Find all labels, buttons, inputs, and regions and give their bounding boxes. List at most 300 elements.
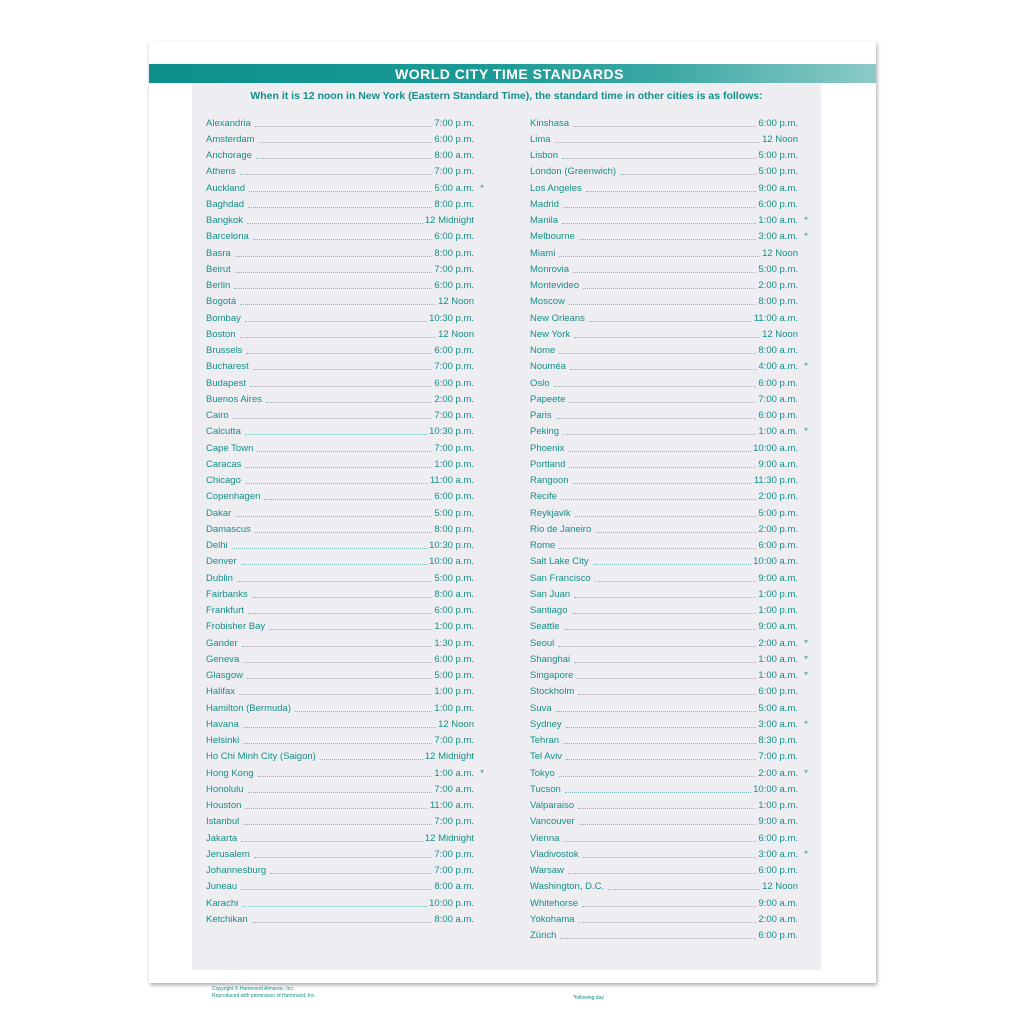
city-row	[206, 229, 484, 245]
city-row	[530, 310, 808, 326]
dot-leader	[235, 516, 432, 517]
city-name: Santiago	[530, 605, 568, 617]
dot-leader	[254, 857, 433, 858]
document-sheet	[149, 42, 876, 1001]
city-row	[206, 180, 484, 196]
city-name: Stockholm	[530, 686, 575, 698]
city-name: Basra	[206, 247, 231, 259]
city-row	[530, 326, 808, 342]
dot-leader	[593, 564, 751, 565]
city-row	[530, 213, 808, 229]
city-name: Melbourne	[530, 231, 575, 243]
city-time: 2:00 a.m.	[758, 637, 798, 649]
city-time: 1:00 a.m.	[758, 653, 798, 665]
city-name: Houston	[206, 800, 242, 812]
city-name: Sydney	[530, 718, 562, 730]
city-time: 10:00 a.m.	[753, 556, 798, 568]
following-day-mark: *	[804, 767, 808, 779]
following-day-mark: *	[804, 653, 808, 665]
city-time: 3:00 a.m.	[758, 848, 798, 860]
city-time: 7:00 a.m.	[758, 393, 798, 405]
city-time: 9:00 a.m.	[758, 897, 798, 909]
city-time: 5:00 p.m.	[434, 572, 474, 584]
city-time: 2:00 p.m.	[758, 523, 798, 535]
dot-leader	[579, 824, 757, 825]
city-row	[530, 603, 808, 619]
dot-leader	[248, 207, 432, 208]
city-time: 6:00 p.m.	[758, 117, 798, 129]
city-name: Cape Town	[206, 442, 254, 454]
city-row	[530, 895, 808, 911]
city-time: 6:00 p.m.	[434, 133, 474, 145]
dot-leader	[569, 304, 757, 305]
city-time: 12 Midnight	[424, 215, 474, 227]
dot-leader	[574, 337, 760, 338]
time-table-panel	[192, 83, 821, 1001]
city-row	[206, 846, 484, 862]
city-name: Yokohama	[530, 913, 575, 925]
dot-leader	[620, 174, 756, 175]
following-day-mark: *	[804, 718, 808, 730]
city-time: 11:00 a.m.	[429, 475, 474, 487]
city-row	[530, 391, 808, 407]
city-name: Budapest	[206, 377, 247, 389]
city-time: 2:00 p.m.	[758, 280, 798, 292]
dot-leader	[252, 922, 433, 923]
city-name: Bogotá	[206, 296, 237, 308]
city-time: 6:00 p.m.	[758, 410, 798, 422]
city-name: Seoul	[530, 637, 555, 649]
city-name: Frobisher Bay	[206, 621, 266, 633]
city-name: Barcelona	[206, 231, 249, 243]
dot-leader	[577, 678, 756, 679]
page-title: WORLD CITY TIME STANDARDS	[395, 65, 624, 82]
city-name: Tucson	[530, 783, 561, 795]
dot-leader	[578, 808, 756, 809]
city-row	[530, 538, 808, 554]
dot-leader	[583, 857, 757, 858]
city-time: 6:00 p.m.	[758, 930, 798, 942]
city-time: 12 Noon	[762, 247, 798, 259]
city-row	[206, 505, 484, 521]
dot-leader	[234, 288, 432, 289]
city-row	[206, 440, 484, 456]
city-time: 12 Noon	[438, 718, 474, 730]
dot-leader	[589, 321, 752, 322]
city-time: 5:00 a.m.	[434, 182, 474, 194]
dot-leader	[559, 353, 756, 354]
city-time: 11:00 a.m.	[429, 800, 474, 812]
city-time: 6:00 p.m.	[758, 198, 798, 210]
dot-leader	[560, 938, 756, 939]
dot-leader	[245, 434, 427, 435]
city-name: Caracas	[206, 458, 242, 470]
city-time: 6:00 p.m.	[758, 832, 798, 844]
dot-leader	[233, 418, 433, 419]
city-time: 6:00 p.m.	[758, 377, 798, 389]
city-name: Bucharest	[206, 361, 249, 373]
city-name: Athens	[206, 166, 236, 178]
dot-leader	[578, 694, 756, 695]
dot-leader	[269, 629, 432, 630]
city-time: 1:00 a.m.	[758, 670, 798, 682]
dot-leader	[253, 239, 433, 240]
dot-leader	[235, 272, 433, 273]
city-row	[206, 261, 484, 277]
city-name: Washington, D.C.	[530, 881, 605, 893]
dot-leader	[245, 483, 428, 484]
city-name: Ketchikan	[206, 913, 248, 925]
city-row	[530, 863, 808, 879]
city-row	[206, 619, 484, 635]
city-row	[206, 278, 484, 294]
city-name: Delhi	[206, 540, 228, 552]
dot-leader	[579, 922, 757, 923]
city-row	[206, 651, 484, 667]
city-time: 6:00 p.m.	[434, 280, 474, 292]
dot-leader	[245, 467, 432, 468]
city-time: 6:00 p.m.	[758, 686, 798, 698]
city-name: Tel Aviv	[530, 751, 563, 763]
city-time: 3:00 a.m.	[758, 718, 798, 730]
city-row	[530, 700, 808, 716]
copyright-notice	[212, 986, 316, 1000]
city-row	[206, 294, 484, 310]
city-row	[530, 456, 808, 472]
city-time: 5:00 p.m.	[758, 166, 798, 178]
dot-leader	[575, 516, 757, 517]
city-name: Ho Chi Minh City (Saigon)	[206, 751, 316, 763]
city-time: 7:00 p.m.	[434, 816, 474, 828]
city-time: 5:00 p.m.	[434, 507, 474, 519]
city-time: 7:00 p.m.	[434, 361, 474, 373]
city-row	[530, 651, 808, 667]
dot-leader	[583, 288, 756, 289]
dot-leader	[243, 662, 432, 663]
city-name: Bombay	[206, 312, 241, 324]
city-name: Hamilton (Bermuda)	[206, 702, 291, 714]
city-time: 7:00 p.m.	[434, 442, 474, 454]
city-row	[530, 879, 808, 895]
dot-leader	[562, 158, 756, 159]
city-row	[530, 115, 808, 131]
dot-leader	[259, 142, 433, 143]
city-row	[530, 278, 808, 294]
city-name: Monrovia	[530, 263, 570, 275]
dot-leader	[563, 841, 756, 842]
city-time: 12 Noon	[438, 296, 474, 308]
city-time: 9:00 a.m.	[758, 458, 798, 470]
dot-leader	[245, 808, 427, 809]
city-row	[530, 245, 808, 261]
dot-leader	[253, 369, 433, 370]
city-name: Hong Kong	[206, 767, 254, 779]
dot-leader	[249, 191, 432, 192]
city-name: Gander	[206, 637, 238, 649]
city-row	[206, 668, 484, 684]
city-time: 11:30 p.m.	[753, 475, 798, 487]
city-row	[530, 180, 808, 196]
dot-leader	[264, 499, 432, 500]
city-name: Beirut	[206, 263, 231, 275]
dot-leader	[569, 402, 756, 403]
city-row	[206, 733, 484, 749]
city-time: 9:00 a.m.	[758, 816, 798, 828]
city-row	[206, 310, 484, 326]
city-time: 10:30 p.m.	[429, 426, 474, 438]
dot-leader	[559, 256, 760, 257]
dot-leader	[564, 629, 757, 630]
city-row	[206, 521, 484, 537]
city-name: Montevideo	[530, 280, 580, 292]
city-time: 8:00 a.m.	[434, 588, 474, 600]
city-name: Warsaw	[530, 865, 564, 877]
city-name: Johannesburg	[206, 865, 267, 877]
city-row	[206, 830, 484, 846]
city-name: Recife	[530, 491, 557, 503]
city-name: Havana	[206, 718, 239, 730]
city-time: 10:00 p.m.	[429, 897, 474, 909]
city-name: Kinshasa	[530, 117, 570, 129]
city-time: 8:00 p.m.	[758, 296, 798, 308]
dot-leader	[568, 873, 756, 874]
city-row	[206, 196, 484, 212]
city-row	[530, 798, 808, 814]
city-time: 7:00 p.m.	[434, 410, 474, 422]
city-row	[206, 911, 484, 927]
dot-leader	[561, 499, 756, 500]
following-day-mark: *	[804, 426, 808, 438]
city-time: 8:00 a.m.	[434, 913, 474, 925]
city-time: 10:30 p.m.	[429, 312, 474, 324]
city-row	[530, 196, 808, 212]
city-row	[530, 765, 808, 781]
city-time: 1:00 a.m.	[758, 426, 798, 438]
city-time: 7:00 a.m.	[434, 783, 474, 795]
city-time: 10:30 p.m.	[429, 540, 474, 552]
city-name: Frankfurt	[206, 605, 245, 617]
city-row	[206, 115, 484, 131]
city-name: Geneva	[206, 653, 240, 665]
city-name: Tokyo	[530, 767, 555, 779]
city-row	[530, 911, 808, 927]
city-name: New Orleans	[530, 312, 585, 324]
dot-leader	[235, 256, 433, 257]
dot-leader	[559, 776, 757, 777]
city-time: 12 Noon	[438, 328, 474, 340]
dot-leader	[243, 743, 432, 744]
dot-leader	[240, 304, 436, 305]
city-time: 11:00 a.m.	[753, 312, 798, 324]
city-time: 6:00 p.m.	[434, 605, 474, 617]
city-time: 6:00 p.m.	[434, 377, 474, 389]
city-name: Buenos Aires	[206, 393, 262, 405]
city-name: Portland	[530, 458, 566, 470]
city-time: 1:30 p.m.	[434, 637, 474, 649]
following-day-mark: *	[804, 231, 808, 243]
city-time: 12 Noon	[762, 881, 798, 893]
city-name: Lima	[530, 133, 551, 145]
following-day-mark: *	[804, 670, 808, 682]
city-time: 7:00 p.m.	[434, 848, 474, 860]
city-row	[206, 570, 484, 586]
city-row	[206, 603, 484, 619]
city-time: 7:00 p.m.	[434, 166, 474, 178]
city-name: Peking	[530, 426, 560, 438]
city-time: 3:00 a.m.	[758, 231, 798, 243]
city-name: Anchorage	[206, 150, 252, 162]
city-row	[530, 586, 808, 602]
city-name: Phoenix	[530, 442, 565, 454]
city-row	[206, 635, 484, 651]
city-name: Zürich	[530, 930, 557, 942]
city-name: Madrid	[530, 198, 560, 210]
dot-leader	[573, 126, 756, 127]
city-row	[530, 359, 808, 375]
copyright-line: Copyright © Hammond Almanac, Inc.	[212, 986, 295, 992]
dot-leader	[240, 174, 433, 175]
city-name: Denver	[206, 556, 237, 568]
city-name: Damascus	[206, 523, 251, 535]
dot-leader	[243, 727, 436, 728]
city-time: 8:00 a.m.	[434, 881, 474, 893]
city-name: Karachi	[206, 897, 239, 909]
city-name: Vladivostok	[530, 848, 579, 860]
city-row	[206, 424, 484, 440]
dot-leader	[555, 142, 760, 143]
dot-leader	[247, 223, 423, 224]
city-name: Alexandria	[206, 117, 251, 129]
dot-leader	[568, 451, 751, 452]
city-row	[206, 798, 484, 814]
dot-leader	[241, 889, 432, 890]
city-time: 12 Midnight	[424, 751, 474, 763]
city-name: Singapore	[530, 670, 574, 682]
city-name: Oslo	[530, 377, 550, 389]
city-name: Tehran	[530, 735, 560, 747]
city-row	[206, 326, 484, 342]
dot-leader	[573, 483, 752, 484]
city-name: Nouméa	[530, 361, 566, 373]
dot-leader	[243, 824, 432, 825]
city-row	[530, 716, 808, 732]
city-time: 6:00 p.m.	[434, 653, 474, 665]
city-time: 7:00 p.m.	[434, 263, 474, 275]
city-time: 1:00 p.m.	[758, 588, 798, 600]
following-day-mark: *	[804, 637, 808, 649]
city-row	[530, 164, 808, 180]
city-row	[530, 408, 808, 424]
city-name: Nome	[530, 345, 556, 357]
dot-leader	[241, 564, 427, 565]
city-time: 6:00 p.m.	[758, 865, 798, 877]
city-row	[206, 879, 484, 895]
dot-leader	[563, 207, 756, 208]
city-time: 1:00 a.m.	[758, 215, 798, 227]
footnote: *following day	[573, 995, 604, 1001]
city-name: San Juan	[530, 588, 571, 600]
dot-leader	[241, 841, 423, 842]
dot-leader	[562, 223, 756, 224]
city-row	[530, 781, 808, 797]
dot-leader	[257, 451, 432, 452]
dot-leader	[554, 386, 757, 387]
city-row	[206, 131, 484, 147]
city-name: Jakarta	[206, 832, 238, 844]
dot-leader	[574, 662, 756, 663]
city-row	[206, 700, 484, 716]
city-time: 1:00 p.m.	[758, 605, 798, 617]
city-time: 2:00 a.m.	[758, 913, 798, 925]
following-day-mark: *	[480, 767, 484, 779]
city-name: Honolulu	[206, 783, 244, 795]
following-day-mark: *	[804, 361, 808, 373]
city-time: 8:00 a.m.	[434, 150, 474, 162]
city-row	[530, 294, 808, 310]
dot-leader	[248, 613, 432, 614]
city-time: 1:00 p.m.	[434, 686, 474, 698]
city-name: Suva	[530, 702, 552, 714]
dot-leader	[563, 434, 756, 435]
city-name: Vienna	[530, 832, 560, 844]
city-name: Helsinki	[206, 735, 240, 747]
city-time: 10:00 a.m.	[429, 556, 474, 568]
city-row	[530, 814, 808, 830]
city-time: 2:00 a.m.	[758, 767, 798, 779]
dot-leader	[266, 402, 432, 403]
dot-leader	[573, 272, 756, 273]
left-city-column	[206, 115, 484, 928]
city-row	[206, 164, 484, 180]
dot-leader	[586, 191, 757, 192]
dot-leader	[595, 532, 756, 533]
city-name: Chicago	[206, 475, 241, 487]
city-row	[206, 359, 484, 375]
dot-leader	[570, 369, 756, 370]
city-name: Juneau	[206, 881, 238, 893]
city-name: Amsterdam	[206, 133, 255, 145]
dot-leader	[247, 678, 432, 679]
city-row	[206, 765, 484, 781]
city-row	[206, 148, 484, 164]
city-name: Vancouver	[530, 816, 575, 828]
city-time: 8:00 p.m.	[434, 247, 474, 259]
dot-leader	[556, 418, 757, 419]
dot-leader	[295, 711, 432, 712]
city-time: 9:00 a.m.	[758, 182, 798, 194]
city-name: Istanbul	[206, 816, 240, 828]
city-row	[206, 408, 484, 424]
dot-leader	[246, 353, 432, 354]
city-time: 12 Noon	[762, 133, 798, 145]
following-day-mark: *	[804, 848, 808, 860]
city-time: 12 Noon	[762, 328, 798, 340]
dot-leader	[256, 158, 432, 159]
city-name: Halifax	[206, 686, 236, 698]
dot-leader	[566, 727, 757, 728]
dot-leader	[574, 597, 756, 598]
city-time: 7:00 p.m.	[758, 751, 798, 763]
city-row	[206, 716, 484, 732]
city-row	[530, 554, 808, 570]
dot-leader	[595, 581, 757, 582]
city-name: Fairbanks	[206, 588, 248, 600]
city-name: Calcutta	[206, 426, 241, 438]
dot-leader	[572, 613, 757, 614]
city-row	[530, 668, 808, 684]
city-name: Rome	[530, 540, 556, 552]
city-name: Brussels	[206, 345, 243, 357]
